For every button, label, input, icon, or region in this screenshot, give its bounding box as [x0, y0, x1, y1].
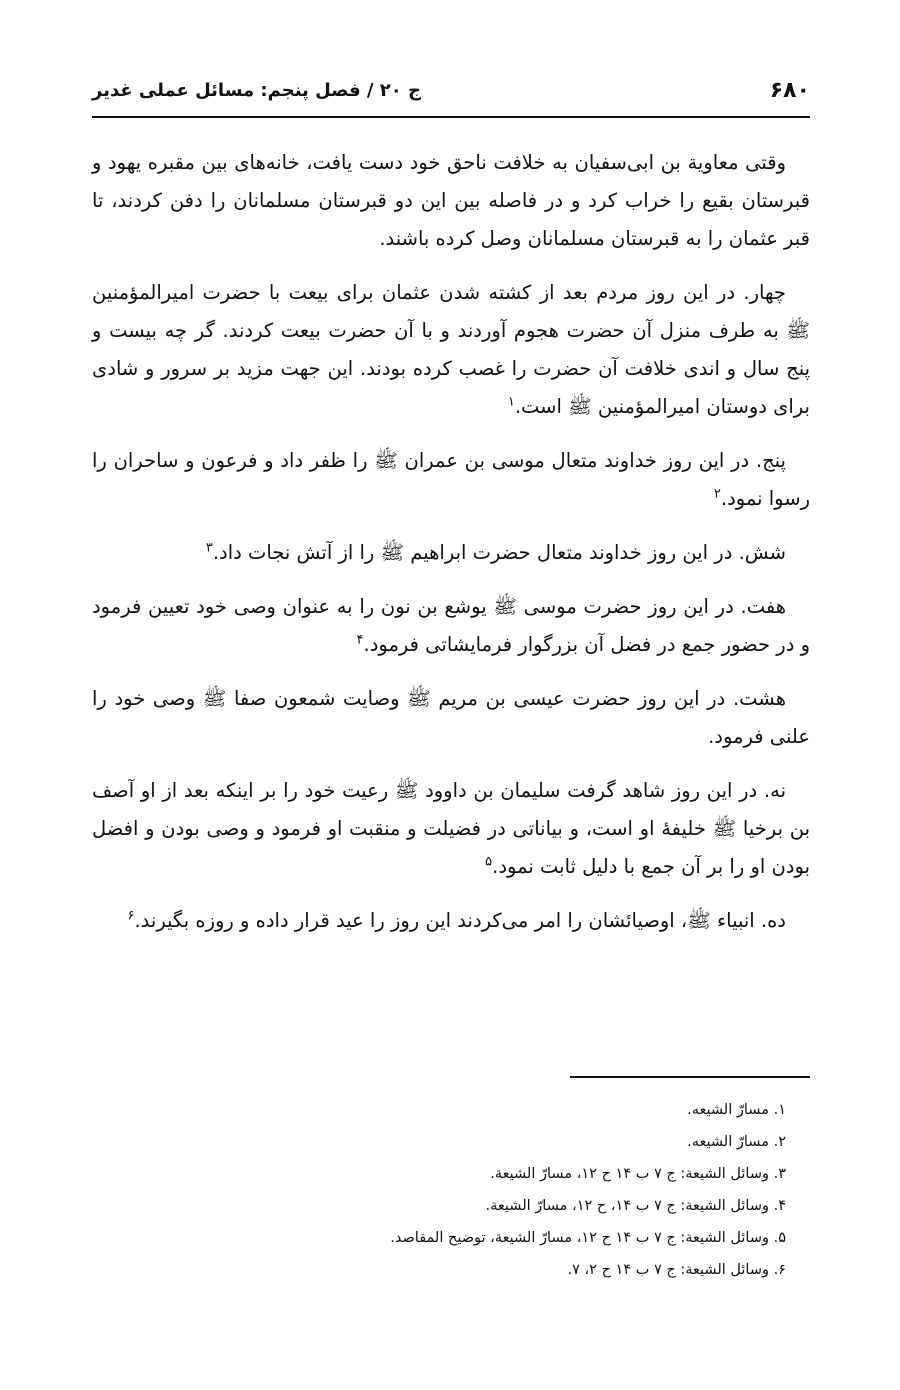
paragraph: پنج. در این روز خداوند متعال موسی بن عمران ﷺ را ظفر داد و فرعون و ساحران را رسوا نمود.$^۲$ [92, 449, 810, 510]
paragraph: شش. در این روز خداوند متعال حضرت ابراهیم ﷺ را از آتش نجات داد.$^۳$ [205, 540, 786, 564]
footnote-ref: ۱ [507, 394, 515, 410]
paragraph: هشت. در این روز حضرت عیسی بن مریم ﷺ وصایت شمعون صفا ﷺ وصی خود را علنی فرمود. [92, 687, 810, 748]
footnote-rule [570, 1076, 810, 1078]
paragraph: نه. در این روز شاهد گرفت سلیمان بن داوود ﷺ رعیت خود را بر اینکه بعد از او آصف بن برخیا ﷺ خلیفهٔ او است، و بیاناتی در فضیلت و منقبت او فرمود و وصی بودن و افضل بودن او را بر آن جمع با دلیل ثابت نمود.$^۵$ [92, 779, 810, 878]
footnote-ref: ۳ [205, 540, 213, 556]
footnote-ref: ۵ [485, 854, 493, 870]
footnotes [92, 1094, 810, 1286]
body-text [92, 144, 810, 956]
footnote: ۶. وسائل الشیعة: ج ۷ ب ۱۴ ح ۲، ۷. [567, 1262, 786, 1278]
header-rule [92, 116, 810, 118]
footnote: ۲. مسارّ الشیعه. [687, 1134, 786, 1150]
paragraph: وقتی معاویة بن ابی‌سفیان به خلافت ناحق خود دست یافت، خانه‌های بین مقبره یهود و قبرستان بقیع را خراب کرد و در فاصله بین این دو قبرستان مسلمانان را دفن کردند، تا قبر عثمان را به قبرستان مسلمانان وصل کرده باشند. [92, 151, 810, 250]
page-number: ۶۸۰ [769, 78, 810, 103]
paragraph: چهار. در این روز مردم بعد از کشته شدن عثمان برای بیعت با حضرت امیرالمؤمنین ﷺ به طرف منزل آن حضرت هجوم آوردند و با آن حضرت بیعت کردند. گر چه بیست و پنج سال و اندی خلافت آن حضرت را غصب کرده بودند. این جهت مزید بر سرور و شادی برای دوستان امیرالمؤمنین ﷺ است.$^۱$ [92, 281, 810, 418]
footnote: ۳. وسائل الشیعة: ج ۷ ب ۱۴ ح ۱۲، مسارّ الشیعة. [490, 1166, 786, 1182]
footnote: ۵. وسائل الشیعة: ج ۷ ب ۱۴ ح ۱۲، مسارّ الشیعة، توضیح المقاصد. [390, 1230, 786, 1246]
footnote: ۴. وسائل الشیعة: ج ۷ ب ۱۴، ح ۱۲، مسارّ الشیعة. [485, 1198, 786, 1214]
running-title: ج ۲۰ / فصل پنجم: مسائل عملی غدیر [92, 80, 422, 101]
paragraph: ده. انبیاء ﷺ، اوصیائشان را امر می‌کردند این روز را عید قرار داده و روزه بگیرند.$^۶$ [127, 908, 786, 932]
footnote-ref: ۲ [713, 486, 721, 502]
paragraph: هفت. در این روز حضرت موسی ﷺ یوشع بن نون را به عنوان وصی خود تعیین فرمود و در حضور جمع در فضل آن بزرگوار فرمایشاتی فرمود.$^۴$ [92, 595, 810, 656]
book-page [92, 0, 810, 1390]
footnote-ref: ۶ [127, 908, 135, 924]
footnote: ۱. مسارّ الشیعه. [687, 1102, 786, 1118]
footnote-ref: ۴ [356, 632, 364, 648]
page-header [92, 74, 810, 120]
